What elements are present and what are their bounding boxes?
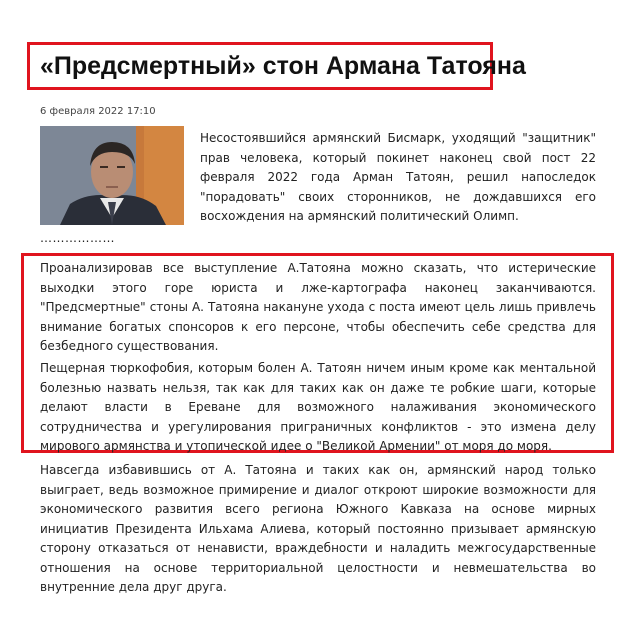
title-highlight-box bbox=[27, 42, 526, 90]
separator-dots: ……………… bbox=[40, 231, 115, 245]
article-date: 6 февраля 2022 17:10 bbox=[40, 106, 156, 117]
article-paragraph-2: Пещерная тюркофобия, которым болен А. Татоян ничем иным кроме как ментальной болезнью назвать нельзя, так как для таких как он даже те робкие шаги, которые делают власти в Ереване для возможного налаживания экономического сотрудничества и урегулирования приграничных конфликтов - это измена делу мирового армянства и утопической идее о "Великой Армении" от моря до моря. bbox=[40, 361, 596, 453]
portrait-illustration bbox=[40, 126, 184, 225]
article-paragraph-1: Проанализировав все выступление А.Татояна можно сказать, что истерические выходки этого горе юриста и лже-картографа наконец заканчиваются. "Предсмертные" стоны А. Татояна накануне ухода с поста имеют цель лишь привлечь внимание богатых спонсоров к его персоне, чтобы обеспечить себе средства для безбедного существования. bbox=[40, 261, 596, 353]
article-paragraph-3: Навсегда избавившись от А. Татояна и таких как он, армянский народ только выиграет, ведь возможное примирение и диалог откроют широкие возможности для экономического развития всего региона Южного Кавказа на основе мирных инициатив Президента Ильхама Алиева, который постоянно призывает армянскую сторону отказаться от ненависти, враждебности и наладить межгосударственные отношения на основе территориальной целостности и невмешательства во внутренние дела друг друга. bbox=[40, 463, 596, 594]
portrait-photo bbox=[40, 126, 184, 225]
article-title: «Предсмертный» стон Армана Татояна bbox=[40, 51, 526, 80]
article-intro: Несостоявшийся армянский Бисмарк, уходящий "защитник" прав человека, который покинет наконец свой пост 22 февраля 2022 года Арман Татоян, решил напоследок "порадовать" своих сторонников, не дождавшихся его восхождения на армянский политический Олимп. bbox=[200, 131, 596, 224]
